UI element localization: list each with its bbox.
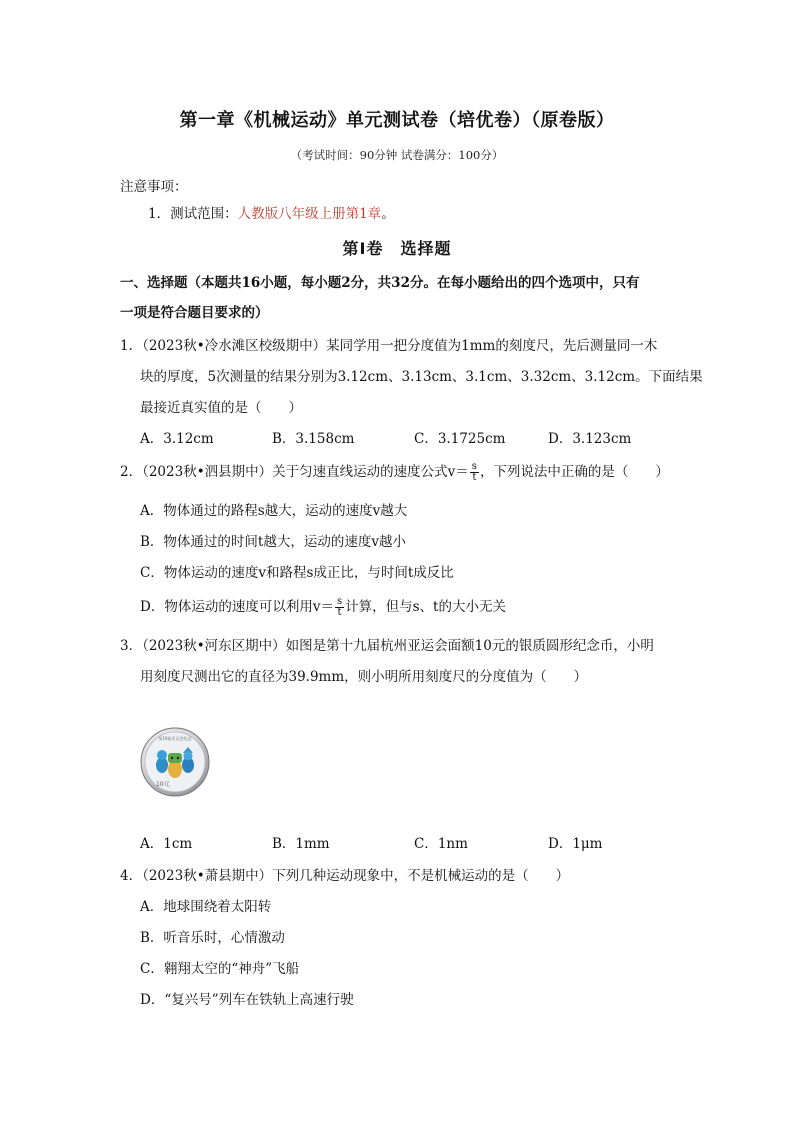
notes-item-1-suffix: 。 bbox=[381, 206, 395, 222]
fraction-numerator: s bbox=[471, 461, 477, 472]
speed-formula-fraction bbox=[470, 462, 479, 483]
q2-option-d[interactable] bbox=[140, 597, 506, 618]
q2-option-b[interactable]: B．物体通过的时间t越大，运动的速度v越小 bbox=[140, 534, 406, 550]
q2-stem bbox=[120, 462, 669, 483]
section-instructions-line2: 一项是符合题目要求的） bbox=[120, 305, 269, 321]
q2-option-d-a: D．物体运动的速度可以利用v＝ bbox=[140, 599, 334, 615]
q4-option-a[interactable]: A．地球围绕着太阳转 bbox=[140, 899, 272, 915]
notes-item-1-scope: 人教版八年级上册第1章 bbox=[237, 206, 382, 222]
exam-info: （考试时间：90分钟 试卷满分：100分） bbox=[290, 148, 504, 162]
q2-option-c[interactable]: C．物体运动的速度v和路程s成正比，与时间t成反比 bbox=[140, 565, 454, 581]
q1-option-c[interactable]: C．3.1725cm bbox=[414, 431, 506, 447]
q1-option-b[interactable]: B．3.158cm bbox=[272, 431, 355, 447]
q2-stem-b: ，下列说法中正确的是（ ） bbox=[479, 464, 669, 480]
q2-stem-a: 2．（2023秋•泗县期中）关于匀速直线运动的速度公式v＝ bbox=[120, 464, 469, 480]
notes-item-1-prefix: 1．测试范围： bbox=[148, 206, 238, 222]
q1-stem-line3: 最接近真实值的是（ ） bbox=[140, 400, 302, 416]
q4-option-c[interactable]: C．翱翔太空的“神舟”飞船 bbox=[140, 961, 300, 977]
q1-option-a[interactable]: A．3.12cm bbox=[140, 431, 214, 447]
section-instructions-line1: 一、选择题（本题共16小题，每小题2分，共32分。在每小题给出的四个选项中，只有 bbox=[120, 275, 640, 291]
q1-stem-line2: 块的厚度，5次测量的结果分别为3.12cm、3.13cm、3.1cm、3.32cm、3.12cm。下面结果 bbox=[140, 369, 703, 385]
section-title: 第Ⅰ卷 选择题 bbox=[342, 239, 452, 258]
q4-option-d[interactable]: D．“复兴号”列车在铁轨上高速行驶 bbox=[140, 992, 354, 1008]
fraction-numerator: s bbox=[336, 596, 343, 607]
commemorative-coin-image bbox=[140, 727, 210, 797]
q4-stem: 4．（2023秋•萧县期中）下列几种运动现象中，不是机械运动的是（ ） bbox=[120, 868, 570, 884]
svg-text:第19届亚运会纪念: 第19届亚运会纪念 bbox=[158, 736, 192, 741]
q4-option-b[interactable]: B．听音乐时，心情激动 bbox=[140, 930, 285, 946]
q3-stem-line1: 3．（2023秋•河东区期中）如图是第十九届杭州亚运会面额10元的银质圆形纪念币，小明 bbox=[120, 638, 654, 654]
coin-denomination: 10元 bbox=[156, 781, 170, 788]
q3-option-c[interactable]: C．1nm bbox=[414, 836, 468, 852]
speed-formula-fraction-d bbox=[335, 597, 344, 618]
q2-option-d-b: 计算，但与s、t的大小无关 bbox=[345, 599, 506, 615]
fraction-denominator: t bbox=[337, 607, 342, 618]
q1-option-d[interactable]: D．3.123cm bbox=[548, 431, 632, 447]
q3-option-a[interactable]: A．1cm bbox=[140, 836, 193, 852]
q3-stem-line2: 用刻度尺测出它的直径为39.9mm，则小明所用刻度尺的分度值为（ ） bbox=[140, 669, 588, 685]
q2-option-a[interactable]: A．物体通过的路程s越大，运动的速度v越大 bbox=[140, 503, 408, 519]
notes-heading: 注意事项： bbox=[120, 179, 188, 195]
q3-option-b[interactable]: B．1mm bbox=[272, 836, 330, 852]
page-title: 第一章《机械运动》单元测试卷（培优卷）（原卷版） bbox=[179, 110, 615, 131]
q3-option-d[interactable]: D．1μm bbox=[548, 836, 603, 852]
q1-stem-line1: 1．（2023秋•冷水滩区校级期中）某同学用一把分度值为1mm的刻度尺，先后测量同一木 bbox=[120, 338, 658, 354]
notes-item-1 bbox=[148, 204, 395, 224]
fraction-denominator: t bbox=[472, 472, 477, 483]
